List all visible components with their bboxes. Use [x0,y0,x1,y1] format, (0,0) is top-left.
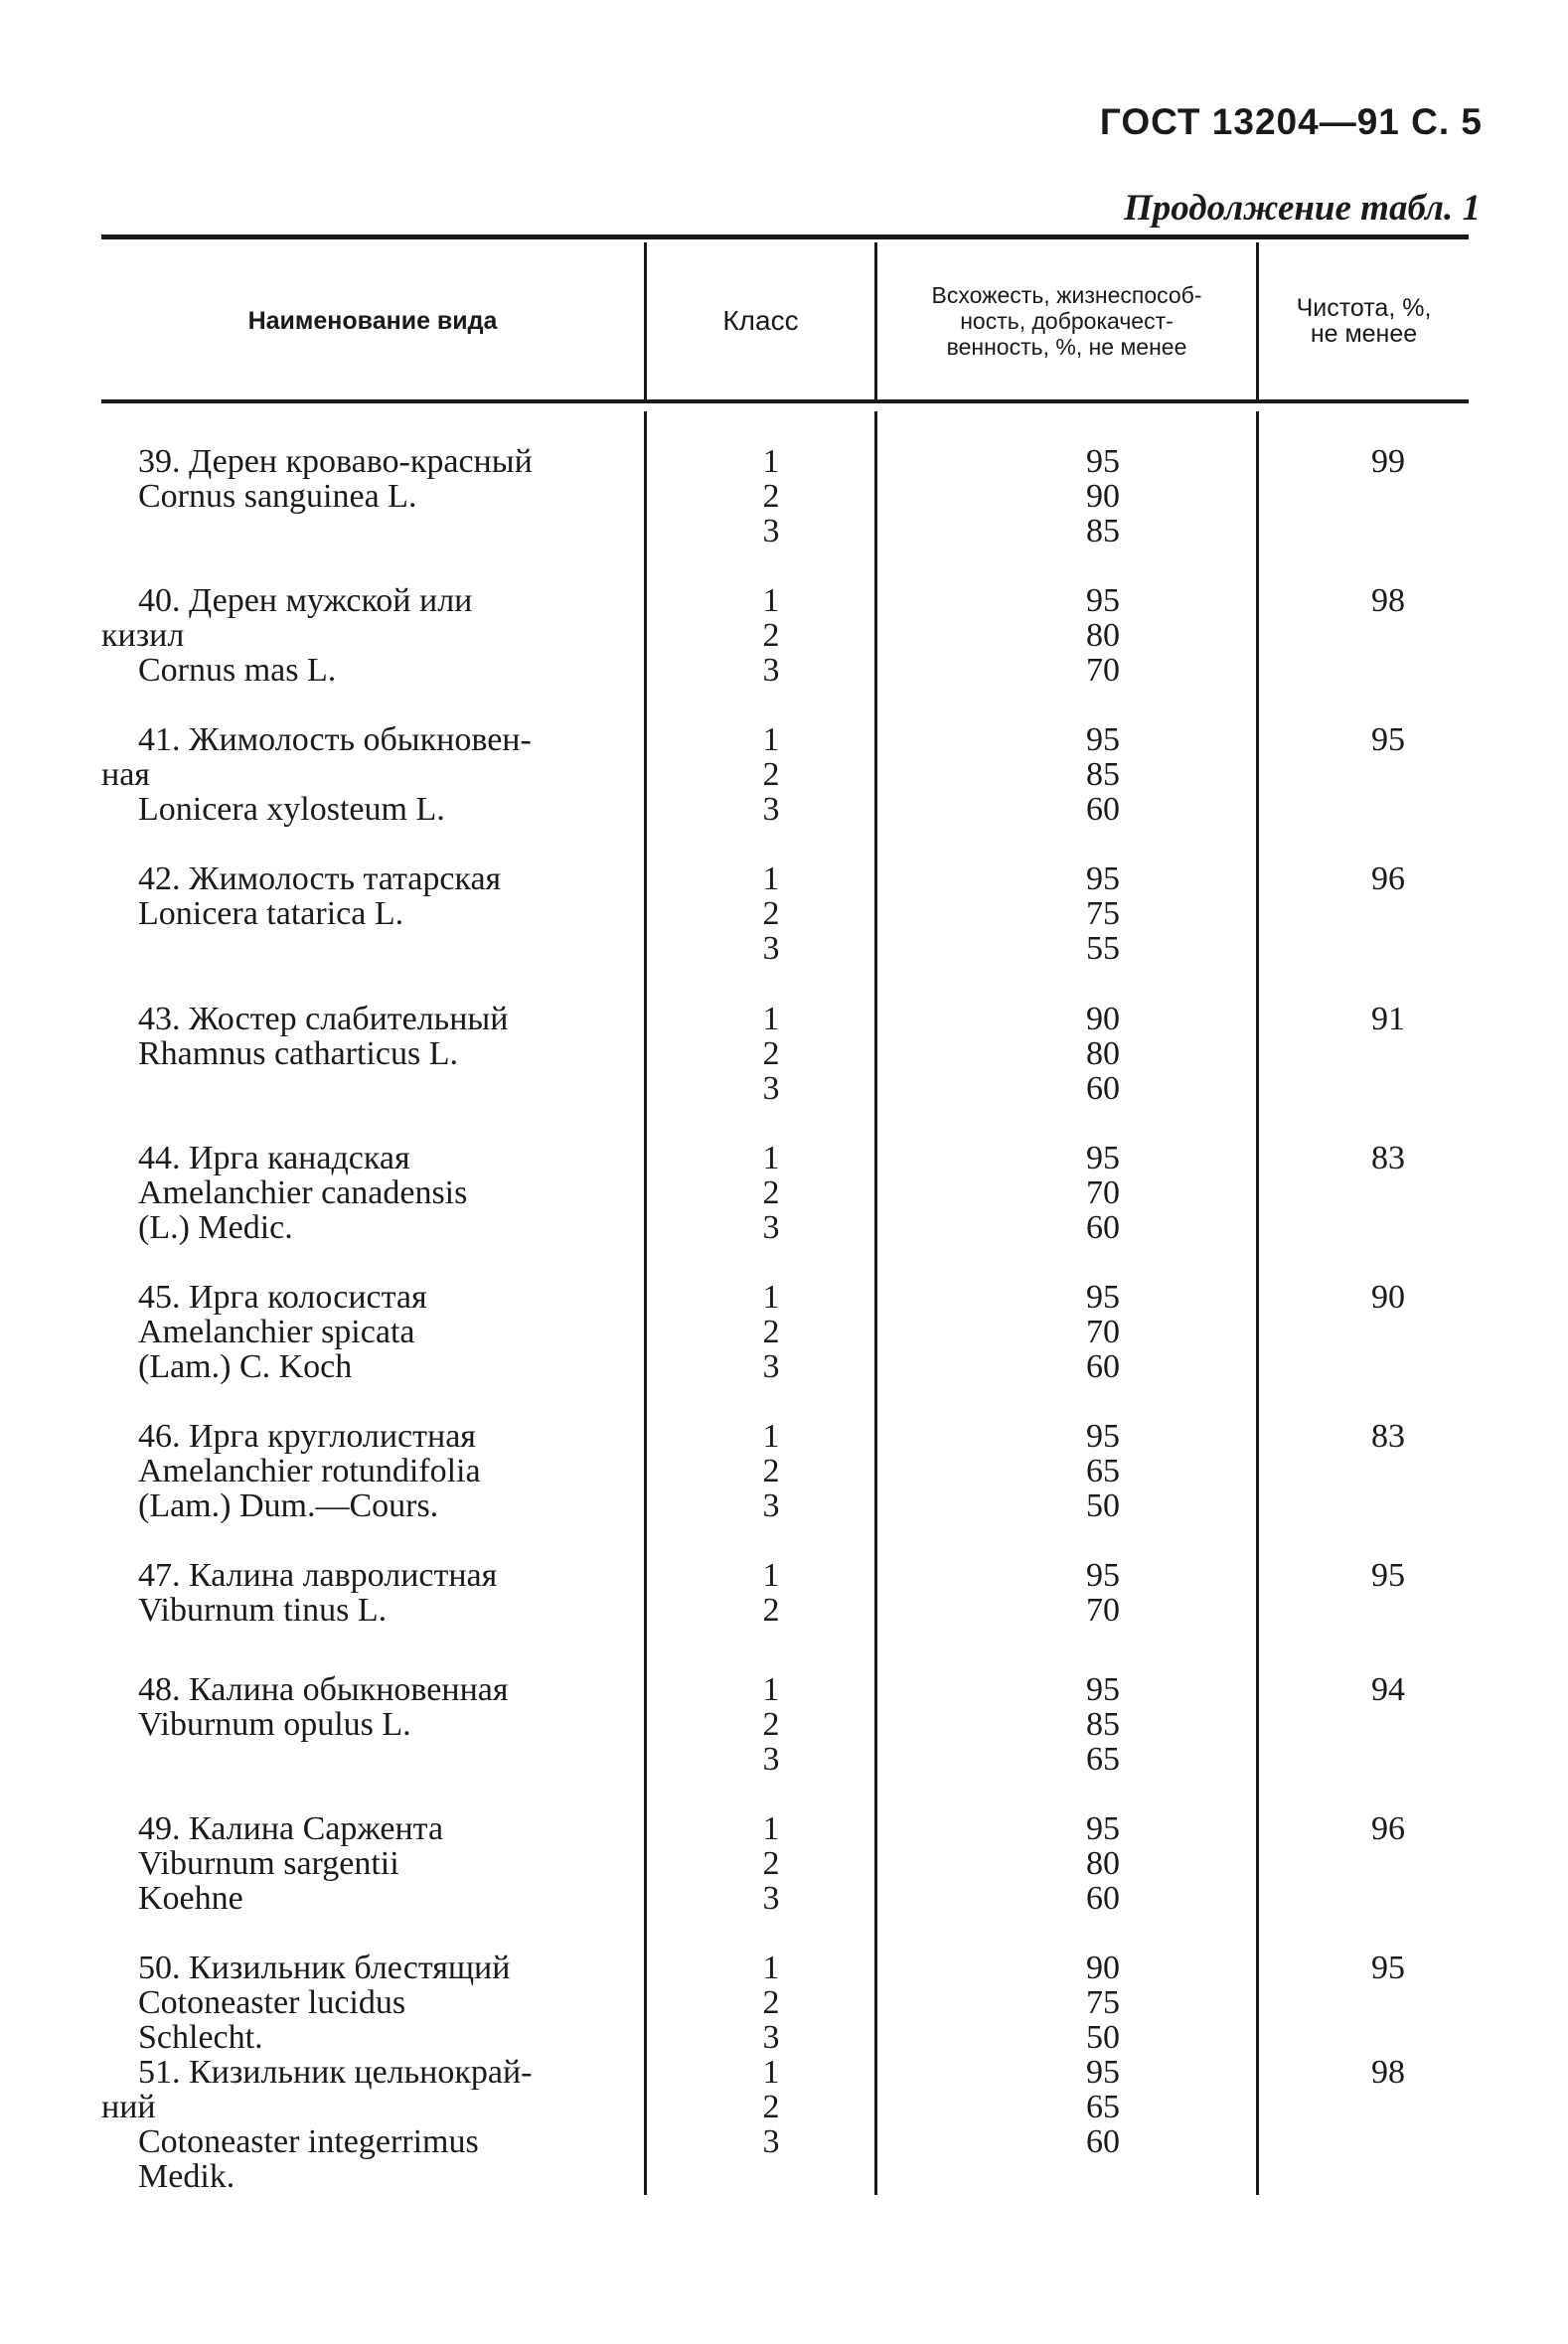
germination-value: 95 [1086,860,1120,897]
purity-value: 90 [1371,1279,1405,1316]
class-value: 1 [762,1671,780,1708]
purity-value: 83 [1371,1140,1405,1176]
species-name-cell [101,1141,658,1245]
column-header-germination-line: венность, %, не менее [946,334,1187,360]
germination-value: 65 [1086,1741,1120,1778]
species-name-line: Schlecht. [138,2019,263,2056]
species-name-line: 42. Жимолость татарская [138,860,502,897]
germination-value: 80 [1086,1035,1120,1072]
germination-cell [1058,444,1148,548]
germination-cell [1058,1811,1148,1916]
class-cell [746,1419,796,1523]
species-name-cell [101,1951,658,2055]
class-value: 2 [762,1314,780,1350]
class-value: 3 [762,1348,780,1385]
purity-value: 91 [1371,1001,1405,1037]
species-name-line: кизил [101,617,185,654]
class-value: 1 [762,582,780,619]
class-value: 3 [762,513,780,549]
class-value: 3 [762,1487,780,1524]
species-name-line: Cornus mas L. [138,652,337,689]
column-divider [1256,411,1259,2195]
species-name-line: 39. Дерен кроваво-красный [138,443,533,480]
species-name-line: ний [101,2089,156,2125]
purity-value: 83 [1371,1418,1405,1455]
species-name-line: 40. Дерен мужской или [138,582,473,619]
germination-value: 95 [1086,1671,1120,1708]
germination-value: 80 [1086,1845,1120,1882]
purity-value: 96 [1371,860,1405,897]
column-header-name [101,242,644,399]
class-value: 1 [762,1950,780,1986]
class-value: 1 [762,860,780,897]
germination-value: 95 [1086,1140,1120,1176]
germination-value: 95 [1086,582,1120,619]
germination-value: 95 [1086,1810,1120,1847]
germination-cell [1058,1141,1148,1245]
species-name-line: 51. Кизильник цельнокрай- [138,2054,533,2091]
species-name-cell [101,444,658,514]
class-value: 3 [762,1209,780,1246]
germination-cell [1058,1951,1148,2055]
germination-cell [1058,1558,1148,1628]
class-value: 2 [762,1706,780,1743]
class-value: 1 [762,2054,780,2091]
class-value: 1 [762,1140,780,1176]
germination-value: 70 [1086,1314,1120,1350]
species-name-cell [101,2055,658,2194]
species-name-cell [101,1419,658,1523]
class-value: 1 [762,1557,780,1594]
class-cell [746,722,796,827]
germination-value: 55 [1086,930,1120,967]
species-name-line: Viburnum opulus L. [138,1706,411,1743]
species-name-line: 47. Калина лавролистная [138,1557,498,1594]
species-name-line: Cotoneaster integerrimus [138,2123,479,2160]
class-value: 2 [762,1174,780,1211]
class-value: 2 [762,1453,780,1489]
germination-cell [1058,1419,1148,1523]
germination-value: 65 [1086,2089,1120,2125]
germination-value: 60 [1086,1070,1120,1107]
germination-value: 60 [1086,1209,1120,1246]
germination-value: 60 [1086,1880,1120,1917]
class-value: 2 [762,756,780,793]
germination-cell [1058,2055,1148,2159]
table-top-rule [101,234,1469,239]
class-value: 3 [762,1070,780,1107]
species-name-cell [101,1811,658,1916]
germination-cell [1058,722,1148,827]
column-header-germination [877,242,1256,399]
species-name-line: Rhamnus catharticus L. [138,1035,458,1072]
class-value: 3 [762,2123,780,2160]
class-value: 3 [762,2019,780,2056]
purity-value: 96 [1371,1810,1405,1847]
germination-value: 95 [1086,1418,1120,1455]
class-value: 2 [762,478,780,515]
class-value: 2 [762,1035,780,1072]
species-name-cell [101,1672,658,1742]
germination-value: 75 [1086,895,1120,932]
class-cell [746,1141,796,1245]
species-name-line: 44. Ирга канадская [138,1140,410,1176]
germination-cell [1058,583,1148,688]
class-cell [746,444,796,548]
species-name-cell [101,1002,658,1071]
germination-value: 85 [1086,756,1120,793]
species-name-line: Viburnum sargentii [138,1845,399,1882]
purity-value: 98 [1371,2054,1405,2091]
species-name-line: Cotoneaster lucidus [138,1984,406,2021]
class-value: 1 [762,1810,780,1847]
species-name-line: 43. Жостер слабительный [138,1001,509,1037]
species-name-line: Lonicera tatarica L. [138,895,404,932]
class-cell [746,2055,796,2159]
germination-value: 50 [1086,2019,1120,2056]
column-header-purity-line: не менее [1310,320,1418,348]
species-name-line: Medik. [138,2158,235,2195]
germination-value: 70 [1086,1592,1120,1629]
species-name-cell [101,1280,658,1384]
germination-value: 80 [1086,617,1120,654]
class-value: 3 [762,930,780,967]
species-name-line: 45. Ирга колосистая [138,1279,427,1316]
germination-value: 85 [1086,513,1120,549]
species-name-line: (Lam.) C. Koch [138,1348,353,1385]
germination-value: 95 [1086,443,1120,480]
germination-value: 95 [1086,1279,1120,1316]
species-name-line: (L.) Medic. [138,1209,293,1246]
class-value: 1 [762,721,780,758]
germination-value: 70 [1086,652,1120,689]
species-name-line: Cornus sanguinea L. [138,478,417,515]
class-value: 3 [762,1880,780,1917]
species-name-cell [101,1558,658,1628]
column-header-purity [1259,242,1469,399]
species-name-line: 49. Калина Саржента [138,1810,444,1847]
class-cell [746,1951,796,2055]
species-name-line: 46. Ирга круглолистная [138,1418,476,1455]
class-cell [746,1002,796,1106]
germination-cell [1058,1672,1148,1777]
germination-cell [1058,861,1148,966]
germination-value: 50 [1086,1487,1120,1524]
column-divider [874,411,877,2195]
germination-value: 95 [1086,721,1120,758]
germination-value: 95 [1086,1557,1120,1594]
purity-value: 98 [1371,582,1405,619]
class-value: 2 [762,617,780,654]
class-value: 3 [762,652,780,689]
class-cell [746,1672,796,1777]
column-header-germination-line: Всхожесть, жизнеспособ- [931,282,1202,308]
column-header-class [647,242,874,399]
class-value: 2 [762,895,780,932]
column-header-purity-line: Чистота, %, [1296,294,1432,322]
class-cell [746,1811,796,1916]
document-title: ГОСТ 13204—91 С. 5 [1099,101,1483,142]
purity-value: 94 [1371,1671,1405,1708]
species-name-cell [101,722,658,827]
species-name-line: Amelanchier canadensis [138,1174,468,1211]
germination-value: 60 [1086,1348,1120,1385]
class-cell [746,1280,796,1384]
species-name-cell [101,861,658,931]
germination-cell [1058,1002,1148,1106]
class-value: 2 [762,1984,780,2021]
column-header-germination-line: ность, доброкачест- [960,308,1174,334]
purity-value: 95 [1371,721,1405,758]
column-header-class-text: Класс [722,305,799,336]
species-name-line: 41. Жимолость обыкновен- [138,721,532,758]
germination-value: 65 [1086,1453,1120,1489]
germination-value: 75 [1086,1984,1120,2021]
germination-value: 70 [1086,1174,1120,1211]
class-value: 1 [762,1001,780,1037]
class-cell [746,861,796,966]
species-name-line: Koehne [138,1880,243,1917]
class-value: 3 [762,1741,780,1778]
class-cell [746,583,796,688]
table-header-rule [101,399,1469,403]
purity-value: 99 [1371,443,1405,480]
germination-value: 60 [1086,2123,1120,2160]
germination-value: 60 [1086,791,1120,828]
species-name-line: Amelanchier spicata [138,1314,415,1350]
class-value: 1 [762,1279,780,1316]
class-value: 3 [762,791,780,828]
species-name-line: 50. Кизильник блестящий [138,1950,511,1986]
purity-value: 95 [1371,1557,1405,1594]
class-value: 1 [762,443,780,480]
germination-value: 85 [1086,1706,1120,1743]
species-name-cell [101,583,658,688]
class-value: 2 [762,2089,780,2125]
column-header-name-text: Наименование вида [247,306,498,335]
class-value: 1 [762,1418,780,1455]
purity-value: 95 [1371,1950,1405,1986]
species-name-line: 48. Калина обыкновенная [138,1671,509,1708]
germination-value: 90 [1086,478,1120,515]
species-name-line: Amelanchier rotundifolia [138,1453,481,1489]
species-name-line: Lonicera xylosteum L. [138,791,445,828]
class-cell [746,1558,796,1628]
class-value: 2 [762,1592,780,1629]
table-continuation-label: Продолжение табл. 1 [1124,188,1481,229]
class-value: 2 [762,1845,780,1882]
species-name-line: (Lam.) Dum.—Cours. [138,1487,439,1524]
germination-value: 90 [1086,1950,1120,1986]
germination-cell [1058,1280,1148,1384]
germination-value: 95 [1086,2054,1120,2091]
species-name-line: Viburnum tinus L. [138,1592,388,1629]
species-name-line: ная [101,756,150,793]
germination-value: 90 [1086,1001,1120,1037]
